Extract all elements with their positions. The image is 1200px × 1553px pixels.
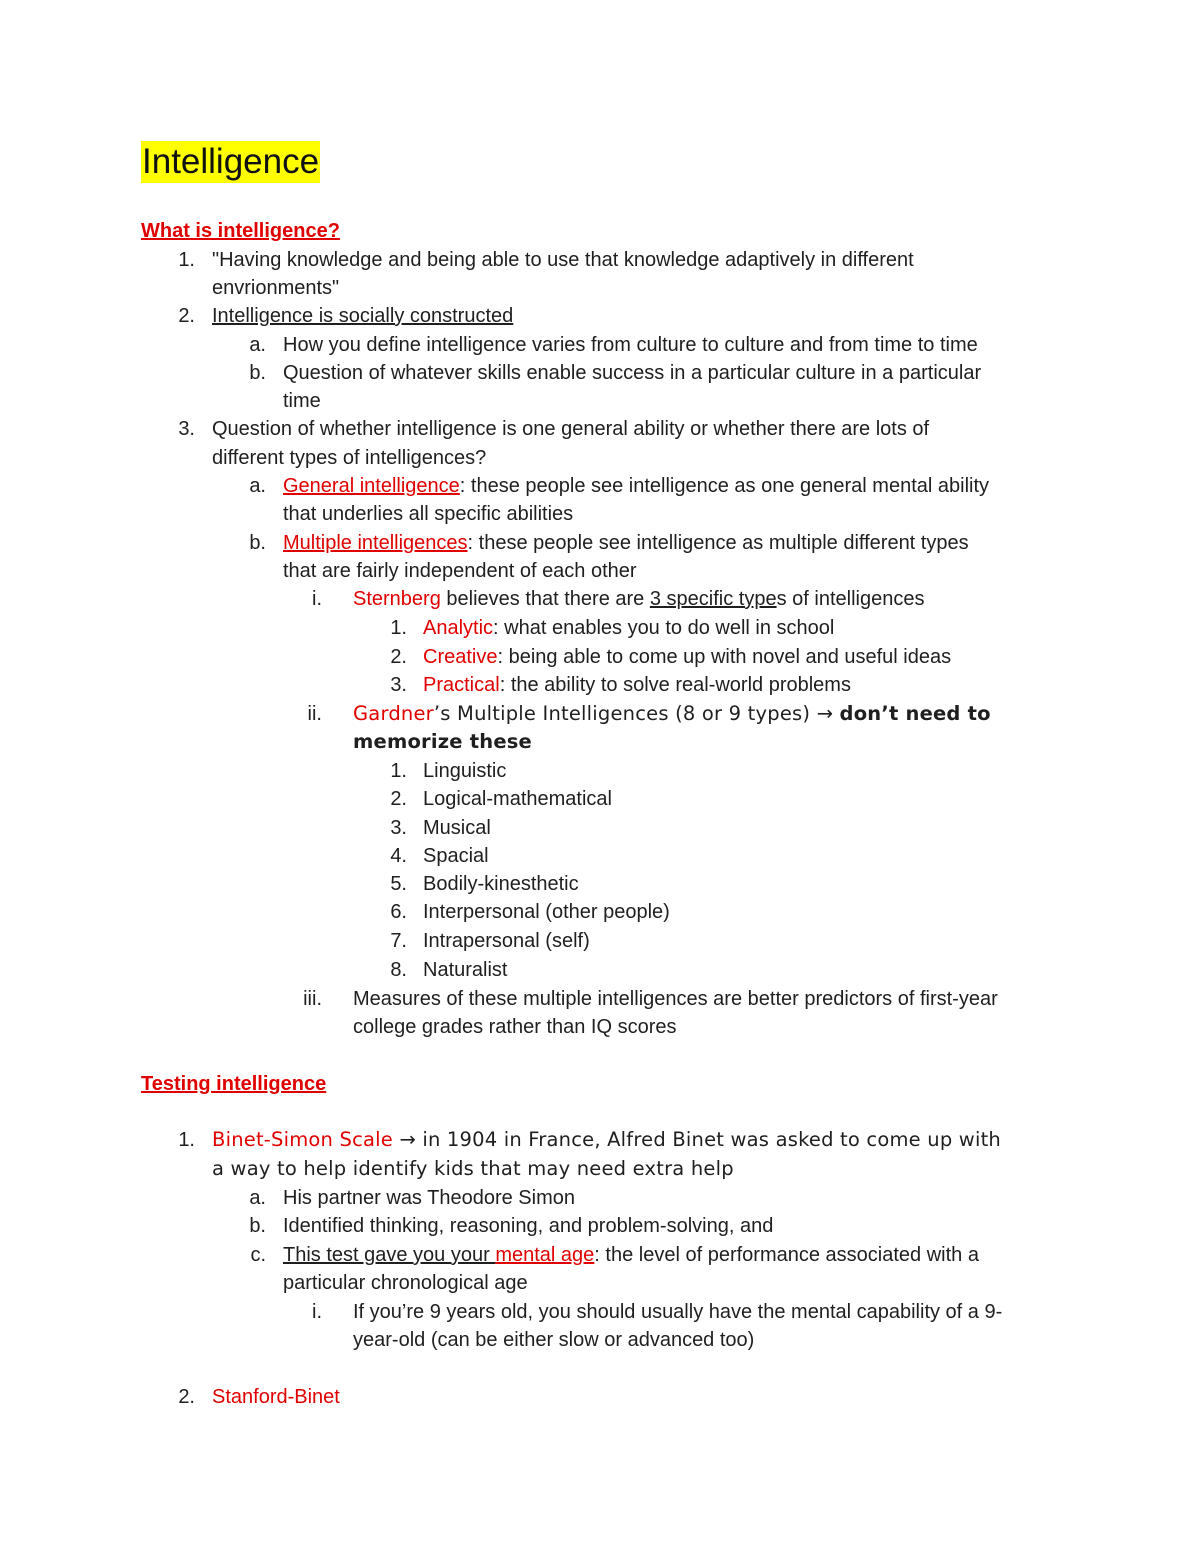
text-span: s of intelligences xyxy=(776,588,925,610)
list-item-text xyxy=(423,614,834,642)
bold-note: don’t need to xyxy=(839,702,991,725)
list-marker: i. xyxy=(312,588,322,610)
list-item-text xyxy=(353,700,991,728)
page-title: Intelligence xyxy=(142,142,320,181)
list-item: Musical xyxy=(423,817,491,839)
definition-text: : these people see intelligence as multiple different types xyxy=(467,532,969,554)
list-item-text: that underlies all specific abilities xyxy=(283,503,574,525)
list-item-text: that are fairly independent of each other xyxy=(283,560,637,582)
list-item: Linguistic xyxy=(423,760,507,782)
list-item-text xyxy=(423,671,851,699)
list-item-text xyxy=(283,1241,979,1269)
list-item-text: envrionments" xyxy=(212,277,340,299)
list-marker: a. xyxy=(249,1187,266,1209)
section-heading-what-is-intelligence: What is intelligence? xyxy=(141,220,340,242)
term-analytic: Analytic xyxy=(423,617,494,639)
text-span: : being able to come up with novel and useful ideas xyxy=(497,646,952,668)
list-marker: b. xyxy=(249,362,266,384)
list-marker: 3. xyxy=(390,817,407,839)
term-general-intelligence: General intelligence xyxy=(283,475,460,497)
list-item: Intrapersonal (self) xyxy=(423,930,590,952)
list-marker: 2. xyxy=(178,305,195,327)
list-item-text: Question of whatever skills enable success in a particular culture in a particular xyxy=(283,362,982,384)
list-item-text xyxy=(212,1126,1001,1154)
term-binet-simon-scale: Binet-Simon Scale xyxy=(212,1128,393,1151)
list-item-text xyxy=(353,585,924,613)
list-item: Bodily-kinesthetic xyxy=(423,873,579,895)
list-item-text xyxy=(423,643,951,671)
term-practical: Practical xyxy=(423,674,500,696)
term-multiple-intelligences: Multiple intelligences xyxy=(283,532,468,554)
list-item-text xyxy=(283,529,969,557)
list-item-text: particular chronological age xyxy=(283,1272,528,1294)
list-item: Naturalist xyxy=(423,959,508,981)
section-heading-testing-intelligence: Testing intelligence xyxy=(141,1073,327,1095)
text-span: : what enables you to do well in school xyxy=(493,617,835,639)
text-span: → in 1904 in France, Alfred Binet was asked to come up with xyxy=(392,1128,1001,1151)
underlined-text: 3 specific type xyxy=(649,588,777,610)
list-marker: 5. xyxy=(390,873,407,895)
list-item: Spacial xyxy=(423,845,489,867)
list-marker: 1. xyxy=(390,617,407,639)
text-span: ’s Multiple Intelligences (8 or 9 types) → xyxy=(433,702,840,725)
text-span: : the ability to solve real-world problems xyxy=(499,674,851,696)
list-marker: 2. xyxy=(178,1386,195,1408)
list-marker: iii. xyxy=(303,988,322,1010)
list-marker: 1. xyxy=(178,1129,195,1151)
term-sternberg: Sternberg xyxy=(353,588,441,610)
list-item-text xyxy=(283,472,989,500)
list-item: Interpersonal (other people) xyxy=(423,901,670,923)
list-marker: b. xyxy=(249,532,266,554)
list-marker: 2. xyxy=(390,788,407,810)
term-gardner: Gardner xyxy=(353,702,434,725)
list-item: Logical-mathematical xyxy=(423,788,612,810)
list-item-text: How you define intelligence varies from culture to culture and from time to time xyxy=(283,334,978,356)
list-item-text: time xyxy=(283,390,321,412)
list-marker: i. xyxy=(312,1301,322,1323)
list-item-text: Identified thinking, reasoning, and problem-solving, and xyxy=(283,1215,774,1237)
list-marker: 6. xyxy=(390,901,407,923)
list-marker: 8. xyxy=(390,959,407,981)
list-item-text: "Having knowledge and being able to use that knowledge adaptively in different xyxy=(212,249,914,271)
list-item-text: Measures of these multiple intelligences are better predictors of first-year xyxy=(353,988,998,1010)
term-creative: Creative xyxy=(423,646,498,668)
list-marker: 1. xyxy=(390,760,407,782)
term-stanford-binet: Stanford-Binet xyxy=(212,1386,340,1408)
term-mental-age: mental age xyxy=(495,1244,595,1266)
bold-note: memorize these xyxy=(353,730,532,753)
list-item-text: a way to help identify kids that may need extra help xyxy=(212,1157,734,1180)
list-item-text: Question of whether intelligence is one general ability or whether there are lots of xyxy=(212,418,930,440)
list-marker: 1. xyxy=(178,249,195,271)
definition-text: : these people see intelligence as one general mental ability xyxy=(459,475,990,497)
list-marker: a. xyxy=(249,475,266,497)
list-item-text: Intelligence is socially constructed xyxy=(212,305,514,327)
list-item-text: His partner was Theodore Simon xyxy=(283,1187,575,1209)
list-marker: c. xyxy=(250,1244,266,1266)
list-marker: b. xyxy=(249,1215,266,1237)
list-item-text: If you’re 9 years old, you should usually have the mental capability of a 9- xyxy=(353,1301,1003,1323)
list-marker: 2. xyxy=(390,646,407,668)
underlined-text: This test gave you your xyxy=(283,1244,496,1266)
list-item-text: different types of intelligences? xyxy=(212,447,487,469)
text-span: believes that there are xyxy=(440,588,650,610)
list-item-text: year-old (can be either slow or advanced too) xyxy=(353,1329,755,1351)
list-marker: ii. xyxy=(307,703,322,725)
list-marker: 7. xyxy=(390,930,407,952)
list-marker: 3. xyxy=(178,418,195,440)
list-item-text: college grades rather than IQ scores xyxy=(353,1016,677,1038)
list-marker: 4. xyxy=(390,845,407,867)
text-span: : the level of performance associated with a xyxy=(594,1244,979,1266)
list-marker: a. xyxy=(249,334,266,356)
list-marker: 3. xyxy=(390,674,407,696)
